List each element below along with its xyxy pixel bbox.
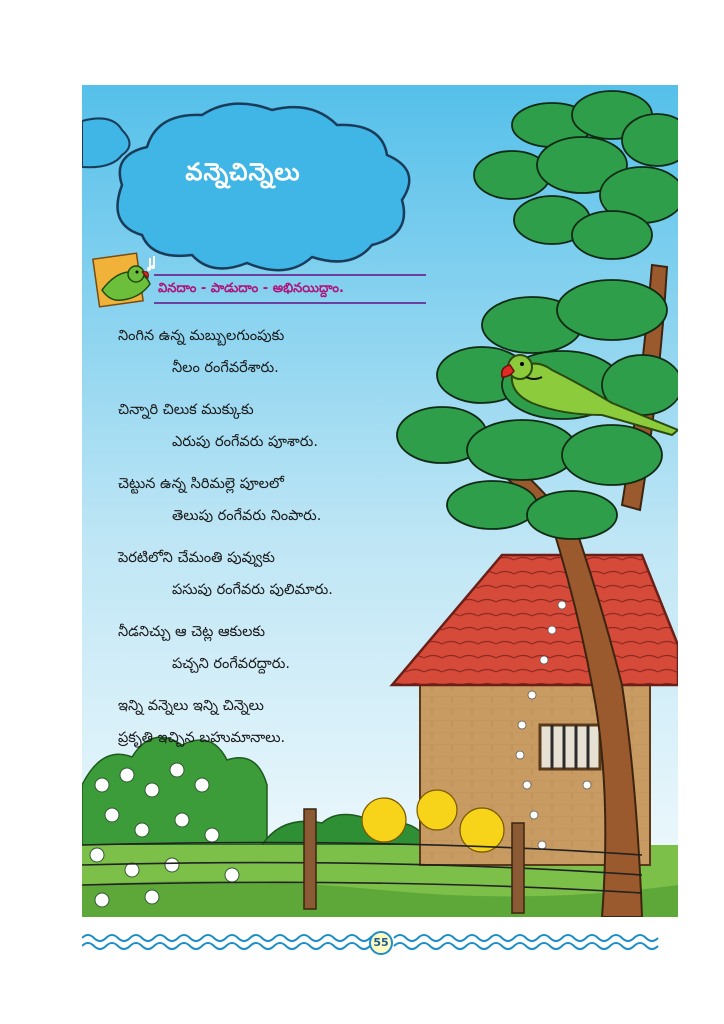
stanza-1 bbox=[118, 320, 418, 394]
poem-line: పెరటిలోని చేమంతి పువ్వుకు bbox=[118, 550, 275, 566]
stanza-3 bbox=[118, 468, 418, 542]
stanza-2 bbox=[118, 394, 418, 468]
poem-line: పచ్చని రంగేవరద్దారు. bbox=[172, 656, 290, 672]
poem bbox=[118, 320, 418, 764]
page-number: 55 bbox=[369, 931, 393, 955]
stanza-5 bbox=[118, 616, 418, 690]
poem-line: నీడనిచ్చు ఆ చెట్ల ఆకులకు bbox=[118, 624, 266, 640]
poem-line: ఇన్ని వన్నెలు ఇన్ని చిన్నెలు bbox=[118, 698, 264, 714]
banner-rule-bottom bbox=[154, 302, 426, 304]
poem-line: పసుపు రంగేవరు పులిమారు. bbox=[172, 582, 333, 598]
poem-line: ప్రకృతి ఇచ్చిన బహుమానాలు. bbox=[118, 730, 286, 746]
poem-line: ఎరుపు రంగేవరు పూశారు. bbox=[172, 434, 318, 450]
poem-line: నింగిన ఉన్న మబ్బులగుంపుకు bbox=[118, 328, 285, 344]
poem-line: నీలం రంగేవరేశారు. bbox=[172, 360, 279, 376]
activity-banner: వినదాం - పాడుదాం - అభినయిద్దాం. bbox=[158, 281, 344, 296]
poem-line: తెలుపు రంగేవరు నింపారు. bbox=[172, 508, 322, 524]
poem-line: చిన్నారి చిలుక ముక్కుకు bbox=[118, 402, 254, 418]
stanza-4 bbox=[118, 542, 418, 616]
page-title: వన్నెచిన్నెలు bbox=[185, 158, 301, 186]
poem-line: చెట్టున ఉన్న సిరిమల్లె పూలలో bbox=[118, 476, 284, 492]
stanza-6 bbox=[118, 690, 418, 764]
